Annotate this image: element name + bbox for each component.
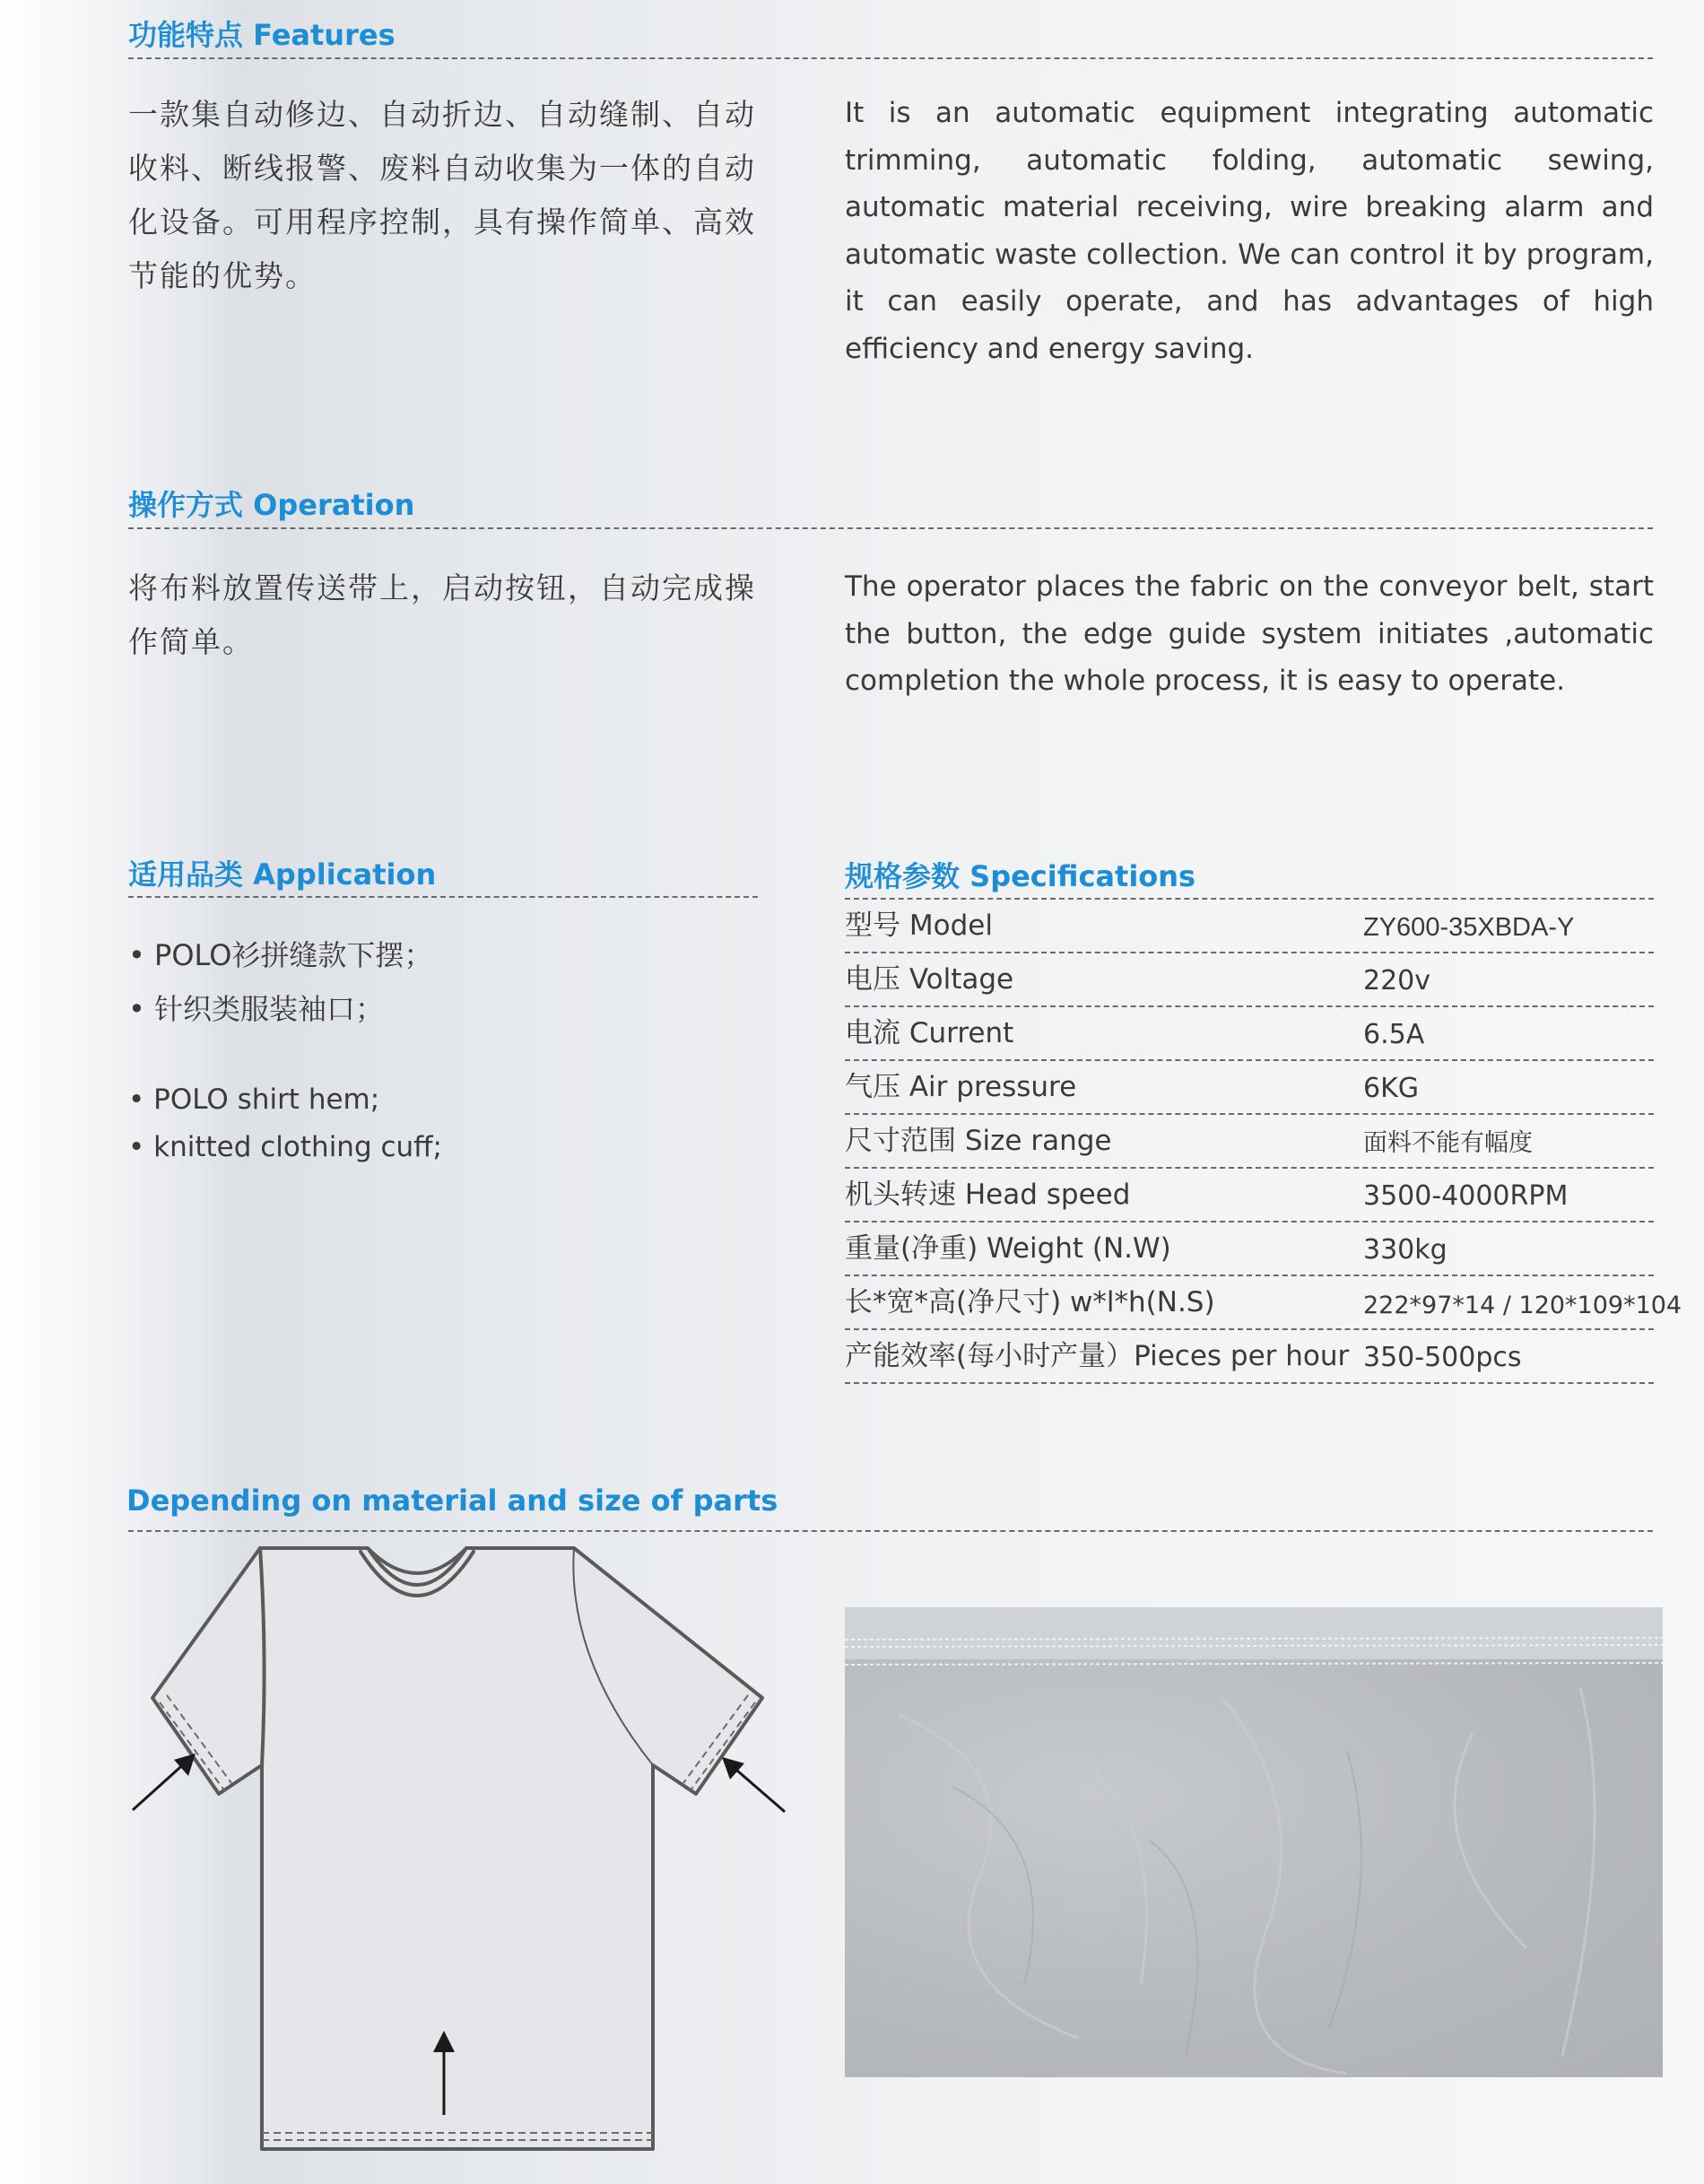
operation-divider [128, 527, 1653, 529]
spec-label: 气压 Air pressure [845, 1071, 1077, 1103]
features-zh-line: 收料、断线报警、废料自动收集为一体的自动 [128, 151, 756, 186]
features-zh-line: 一款集自动修边、自动折边、自动缝制、自动 [128, 97, 756, 132]
spec-label: 电流 Current [845, 1017, 1014, 1049]
specifications-heading: 规格参数 Specifications [845, 859, 1196, 893]
application-heading: 适用品类 Application [128, 857, 437, 892]
features-zh-line: 化设备。可用程序控制，具有操作简单、高效 [128, 204, 756, 239]
spec-row-pieces-per-hour [845, 1330, 1654, 1384]
operation-zh-text [128, 561, 774, 669]
spec-row-weight [845, 1223, 1654, 1276]
spec-label: 型号 Model [845, 909, 993, 942]
application-en-item: • POLO shirt hem; [128, 1083, 380, 1116]
operation-heading: 操作方式 Operation [128, 488, 415, 522]
spec-row-size-range [845, 1115, 1654, 1169]
illustration-divider [128, 1530, 1653, 1532]
spec-label: 机头转速 Head speed [845, 1179, 1131, 1211]
features-divider [128, 57, 1653, 59]
application-zh-list [128, 928, 432, 1036]
spec-row-voltage [845, 953, 1654, 1007]
spec-label: 尺寸范围 Size range [845, 1125, 1112, 1157]
spec-label: 产能效率(每小时产量）Pieces per hour [845, 1340, 1350, 1372]
spec-label: 重量(净重) Weight (N.W) [845, 1232, 1171, 1265]
spec-label: 长*宽*高(净尺寸) w*l*h(N.S) [845, 1286, 1215, 1318]
spec-row-air-pressure [845, 1061, 1654, 1115]
features-heading: 功能特点 Features [128, 18, 396, 52]
features-zh-line: 节能的优势。 [128, 258, 317, 293]
illustration-heading: Depending on material and size of parts [126, 1484, 778, 1518]
spec-value: 350-500pcs [1363, 1342, 1522, 1373]
spec-value: 6.5A [1363, 1019, 1425, 1050]
application-zh-item: • 针织类服装袖口； [128, 992, 385, 1026]
application-zh-item: • POLO衫拼缝款下摆； [128, 938, 433, 972]
spec-value: 220v [1363, 965, 1431, 996]
spec-value: 330kg [1363, 1234, 1448, 1266]
spec-row-divider [845, 1382, 1654, 1384]
fabric-hem-photo [845, 1607, 1663, 2077]
spec-row-dimensions [845, 1276, 1682, 1330]
tshirt-outline-icon [126, 1541, 798, 2151]
operation-en-text: The operator places the fabric on the conveyor belt, start the button, the edge guide system initiates ,automatic completion the whole process, it is easy to operate. [845, 570, 1654, 697]
features-zh-text [128, 88, 774, 303]
spec-row-current [845, 1007, 1654, 1061]
spec-label: 电压 Voltage [845, 963, 1014, 996]
spec-value: 面料不能有幅度 [1363, 1129, 1533, 1157]
spec-value: 6KG [1363, 1073, 1420, 1104]
application-en-item: • knitted clothing cuff; [128, 1131, 442, 1163]
spec-row-head-speed [845, 1169, 1654, 1223]
spec-value: 3500-4000RPM [1363, 1180, 1569, 1212]
operation-zh-line: 作简单。 [128, 624, 254, 659]
application-divider [128, 896, 758, 898]
spec-value: ZY600-35XBDA-Y [1363, 913, 1575, 942]
operation-zh-line: 将布料放置传送带上，启动按钮，自动完成操 [128, 570, 756, 605]
spec-row-model [845, 900, 1654, 953]
spec-value: 222*97*14 / 120*109*104 [1363, 1292, 1682, 1319]
application-en-list [128, 1076, 442, 1171]
features-en-text: It is an automatic equipment integrating automatic trimming, automatic folding, automatic sewing, automatic material receiving, wire breaking alarm and automatic waste collection. We can control it by program, it can easily operate, and has advantages of high efficiency and energy saving. [845, 97, 1654, 365]
